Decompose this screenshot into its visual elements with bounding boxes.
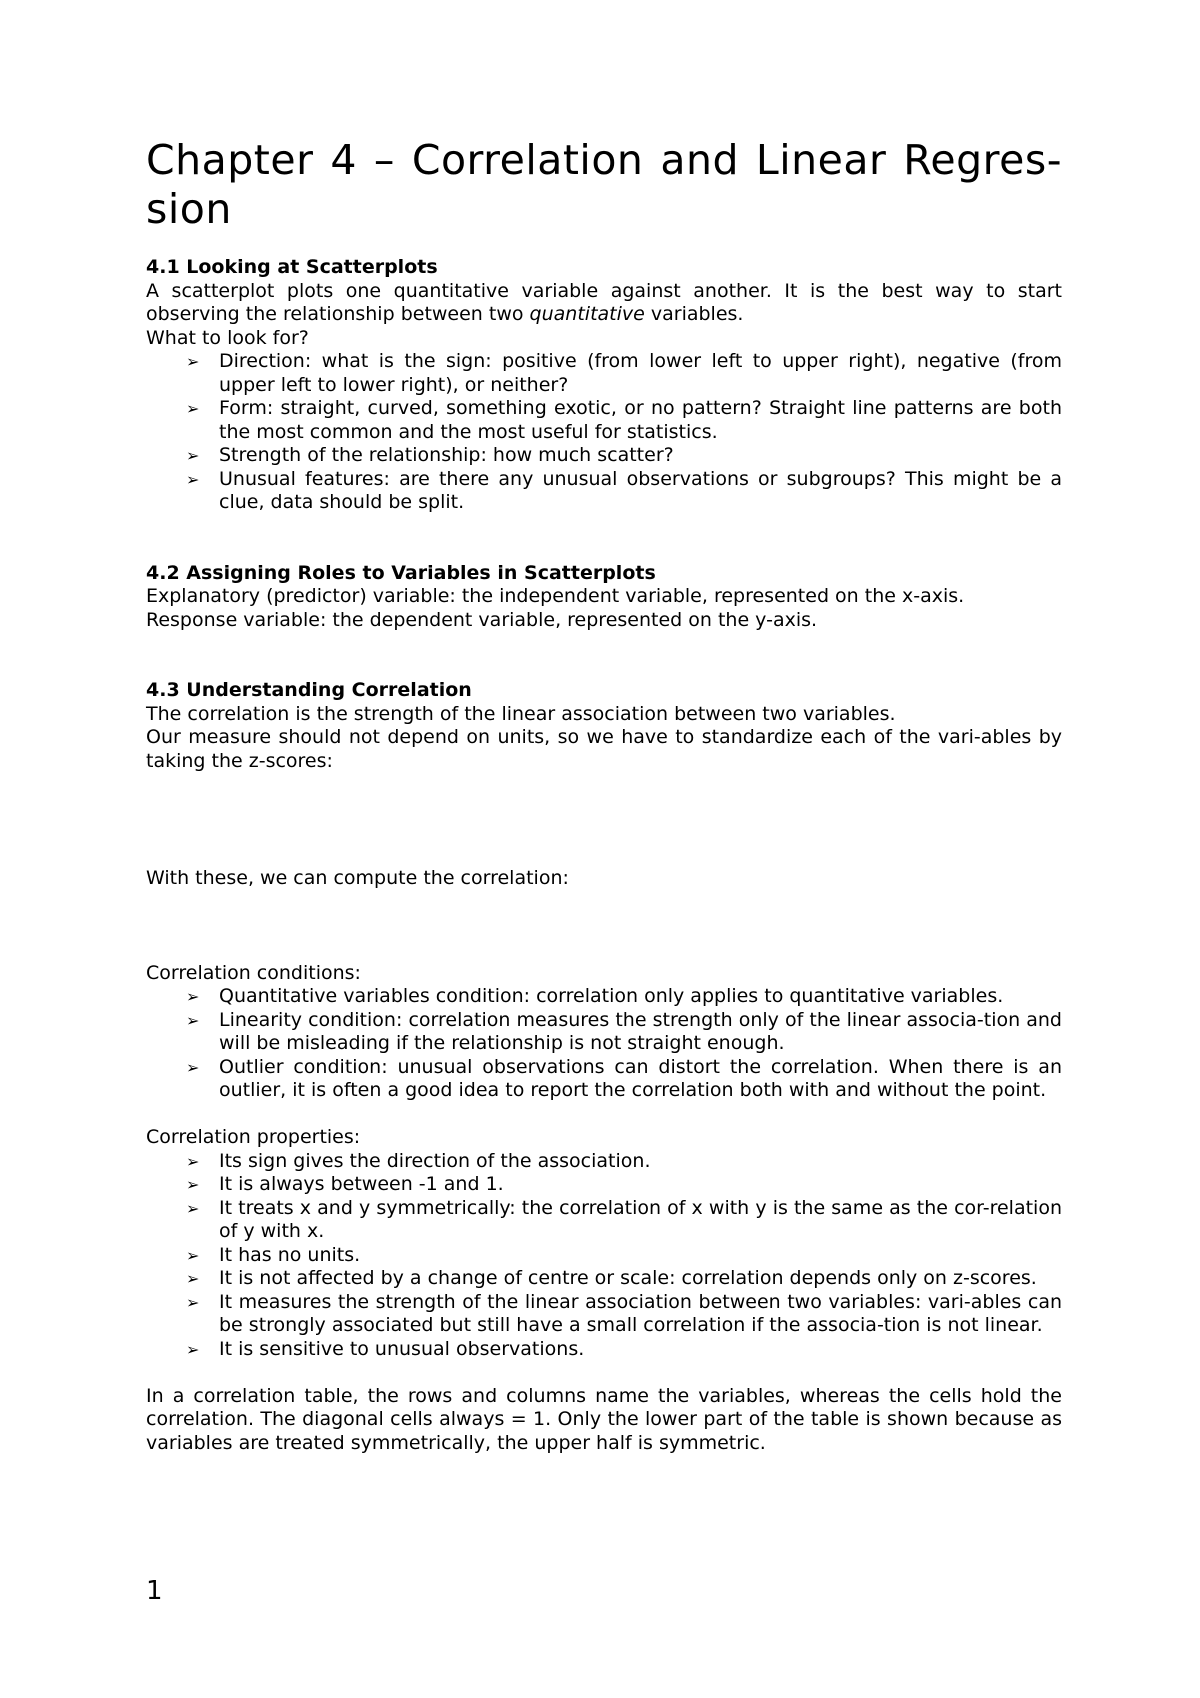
arrow-bullet-icon: ➢	[186, 352, 200, 371]
section-heading-4-1: 4.1 Looking at Scatterplots	[146, 256, 438, 278]
paragraph-compute-correlation: With these, we can compute the correlation:	[146, 867, 569, 889]
section-heading-4-2: 4.2 Assigning Roles to Variables in Scatterplots	[146, 561, 656, 584]
list-item: ➢ It is always between -1 and 1.	[186, 1173, 504, 1195]
page-number: 1	[146, 1576, 163, 1606]
document-page	[146, 136, 1062, 1455]
look-for-list	[146, 350, 1062, 515]
formula-space-zscores	[146, 773, 1062, 867]
arrow-bullet-icon: ➢	[186, 446, 200, 465]
paragraph-what-to-look-for: What to look for?	[146, 326, 309, 349]
paragraph-standardize: Our measure should not depend on units, so we have to standardize each of the vari-ables by taking the z-scores:	[146, 726, 1062, 772]
arrow-bullet-icon: ➢	[186, 399, 200, 418]
conditions-list	[146, 985, 1062, 1103]
arrow-bullet-icon: ➢	[186, 1292, 200, 1312]
arrow-bullet-icon: ➢	[186, 987, 200, 1006]
properties-list	[146, 1150, 1062, 1362]
list-item: ➢ Form: straight, curved, something exotic, or no pattern? Straight line patterns are both the most common and the most useful for statistics.	[186, 397, 1062, 443]
arrow-bullet-icon: ➢	[186, 1269, 200, 1288]
arrow-bullet-icon: ➢	[186, 1339, 200, 1359]
list-item: ➢ It is not affected by a change of centre or scale: correlation depends only on z-scores.	[186, 1267, 1037, 1289]
properties-label: Correlation properties:	[146, 1126, 361, 1148]
list-item: ➢ It has no units.	[186, 1243, 361, 1266]
paragraph-explanatory: Explanatory (predictor) variable: the independent variable, represented on the x-axis.	[146, 585, 965, 607]
arrow-bullet-icon: ➢	[186, 469, 200, 489]
arrow-bullet-icon: ➢	[186, 1010, 200, 1030]
list-item: ➢ Its sign gives the direction of the association.	[186, 1149, 651, 1172]
chapter-title: Chapter 4 – Correlation and Linear Regres-sion	[146, 136, 1062, 233]
list-item: ➢ It treats x and y symmetrically: the correlation of x with y is the same as the cor-relation of y with x.	[186, 1196, 1062, 1242]
arrow-bullet-icon: ➢	[186, 1057, 200, 1077]
paragraph-text-end: variables.	[644, 303, 744, 325]
list-item: ➢ It measures the strength of the linear association between two variables: vari-ables can be strongly associated but still have a small correlation if the associa-tion is not linear.	[186, 1290, 1062, 1336]
list-item: ➢ Outlier condition: unusual observations can distort the correlation. When there is an outlier, it is often a good idea to report the correlation both with and without the point.	[186, 1055, 1062, 1101]
paragraph-correlation-def: The correlation is the strength of the linear association between two variables.	[146, 702, 896, 725]
section-heading-4-3: 4.3 Understanding Correlation	[146, 679, 472, 701]
arrow-bullet-icon: ➢	[186, 1245, 200, 1265]
paragraph-response: Response variable: the dependent variable, represented on the y-axis.	[146, 608, 818, 631]
arrow-bullet-icon: ➢	[186, 1198, 200, 1218]
arrow-bullet-icon: ➢	[186, 1151, 200, 1171]
list-item: ➢ Direction: what is the sign: positive (from lower left to upper right), negative (from upper left to lower right), or neither?	[186, 350, 1062, 396]
formula-space-correlation	[146, 891, 1062, 962]
paragraph-scatterplot-intro	[146, 280, 1062, 327]
italic-word: quantitative	[529, 303, 645, 325]
list-item: ➢ Strength of the relationship: how much scatter?	[186, 444, 674, 466]
list-item: ➢ Quantitative variables condition: correlation only applies to quantitative variables.	[186, 985, 1004, 1007]
arrow-bullet-icon: ➢	[186, 1175, 200, 1194]
list-item: ➢ Unusual features: are there any unusual observations or subgroups? This might be a clue, data should be split.	[186, 467, 1062, 513]
paragraph-correlation-table: In a correlation table, the rows and columns name the variables, whereas the cells hold the correlation. The diagonal cells always = 1. Only the lower part of the table is shown because as variables are treated symmetrically, the upper half is symmetric.	[146, 1384, 1062, 1454]
list-item: ➢ It is sensitive to unusual observations.	[186, 1337, 585, 1360]
paragraph-text: A scatterplot plots one quantitative variable against another. It is the best way to start observing the relationship between two	[146, 279, 1062, 325]
list-item: ➢ Linearity condition: correlation measures the strength only of the linear associa-tion and will be misleading if the relationship is not straight enough.	[186, 1008, 1062, 1054]
conditions-label: Correlation conditions:	[146, 961, 361, 984]
